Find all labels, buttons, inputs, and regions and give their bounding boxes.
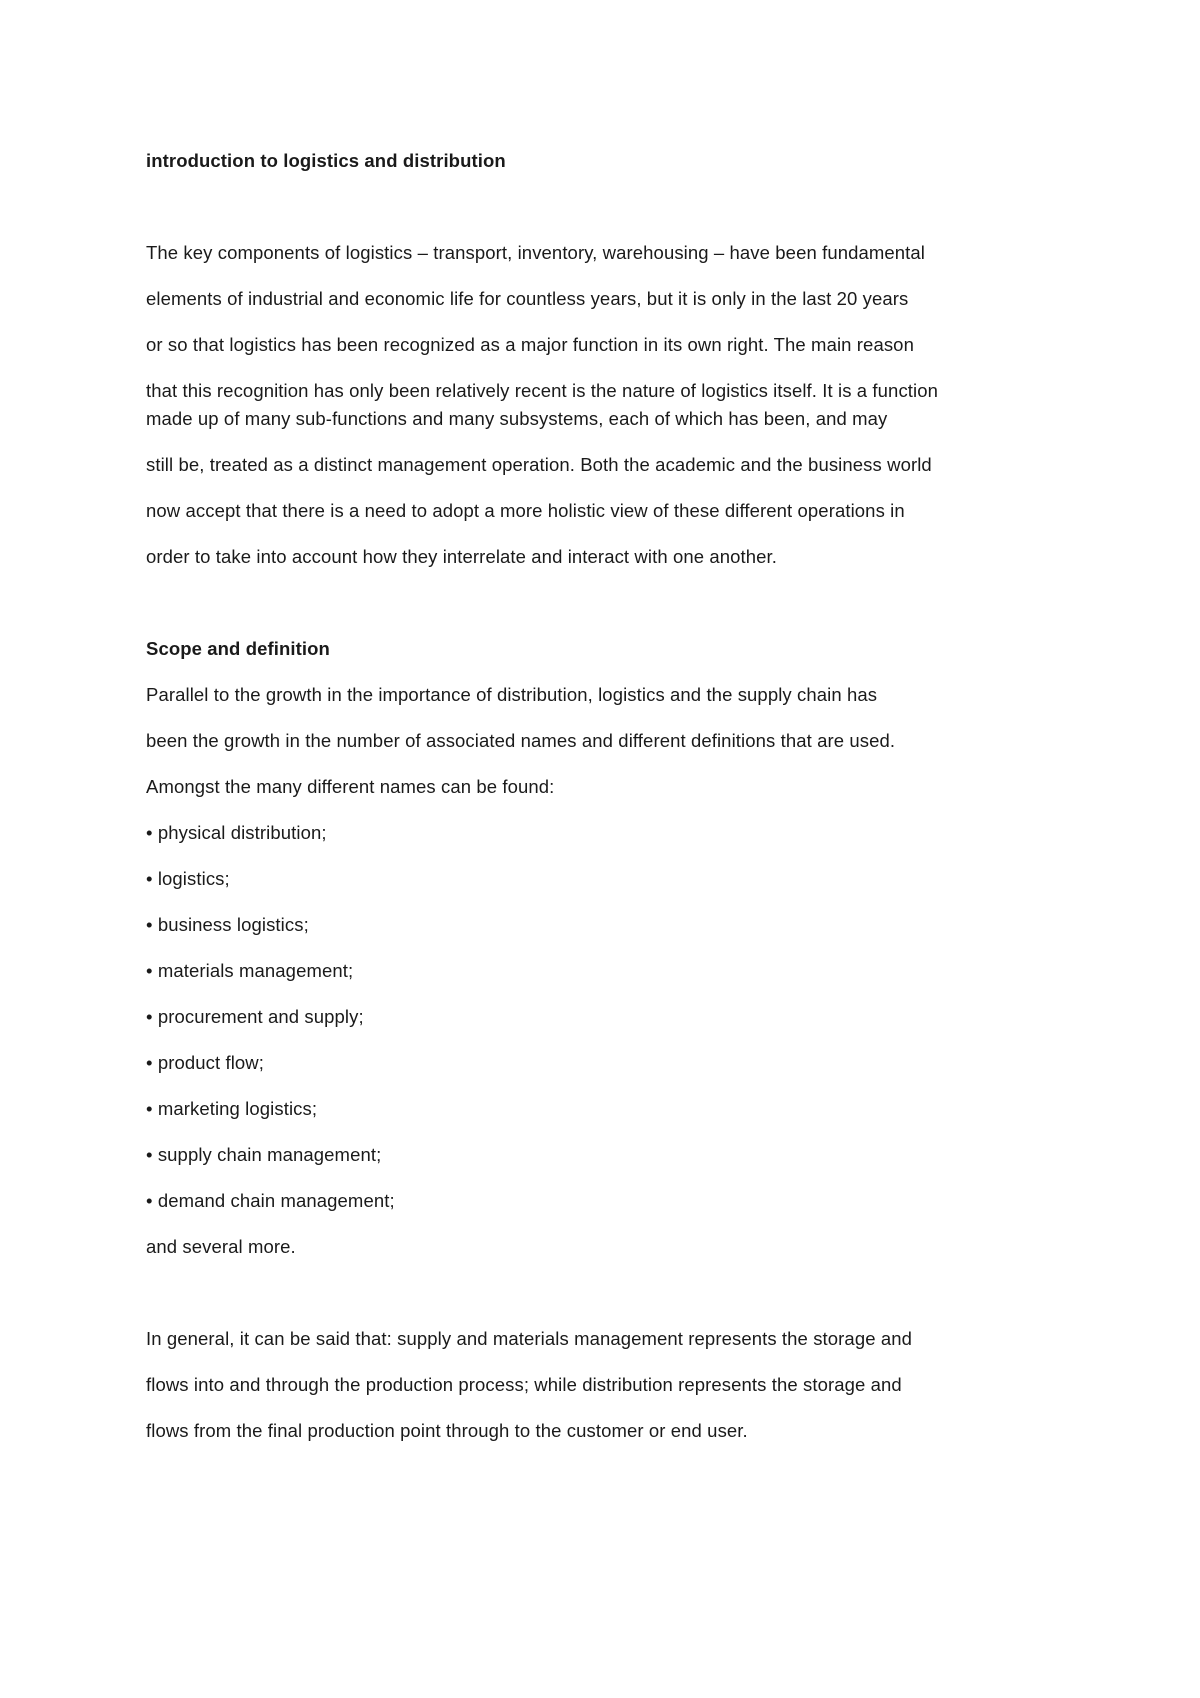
list-item: • demand chain management;	[146, 1190, 395, 1211]
after-list-line: and several more.	[146, 1236, 296, 1257]
intro-line: made up of many sub-functions and many subsystems, each of which has been, and may	[146, 408, 888, 429]
list-item: • physical distribution;	[146, 822, 327, 843]
list-item: • materials management;	[146, 960, 354, 981]
list-item: • procurement and supply;	[146, 1006, 364, 1027]
intro-line: now accept that there is a need to adopt a more holistic view of these different operations in	[146, 500, 905, 521]
intro-line: or so that logistics has been recognized as a major function in its own right. The main reason	[146, 334, 914, 355]
list-item: • business logistics;	[146, 914, 309, 935]
list-item: • logistics;	[146, 868, 230, 889]
intro-line: elements of industrial and economic life for countless years, but it is only in the last 20 years	[146, 288, 909, 309]
section-heading: Scope and definition	[146, 638, 330, 659]
list-item: • product flow;	[146, 1052, 265, 1073]
intro-line: that this recognition has only been relatively recent is the nature of logistics itself. It is a function	[146, 380, 939, 401]
general-line: flows from the final production point through to the customer or end user.	[146, 1420, 748, 1441]
general-line: In general, it can be said that: supply and materials management represents the storage and	[146, 1328, 913, 1349]
list-item: • marketing logistics;	[146, 1098, 318, 1119]
intro-line: The key components of logistics – transport, inventory, warehousing – have been fundamental	[146, 242, 926, 263]
general-line: flows into and through the production process; while distribution represents the storage and	[146, 1374, 902, 1395]
intro-line: order to take into account how they interrelate and interact with one another.	[146, 546, 778, 567]
document-heading: introduction to logistics and distribution	[146, 150, 506, 171]
scope-line: been the growth in the number of associated names and different definitions that are used.	[146, 730, 896, 751]
scope-line: Parallel to the growth in the importance of distribution, logistics and the supply chain has	[146, 684, 878, 705]
scope-line: Amongst the many different names can be found:	[146, 776, 555, 797]
intro-line: still be, treated as a distinct management operation. Both the academic and the business world	[146, 454, 932, 475]
list-item: • supply chain management;	[146, 1144, 382, 1165]
